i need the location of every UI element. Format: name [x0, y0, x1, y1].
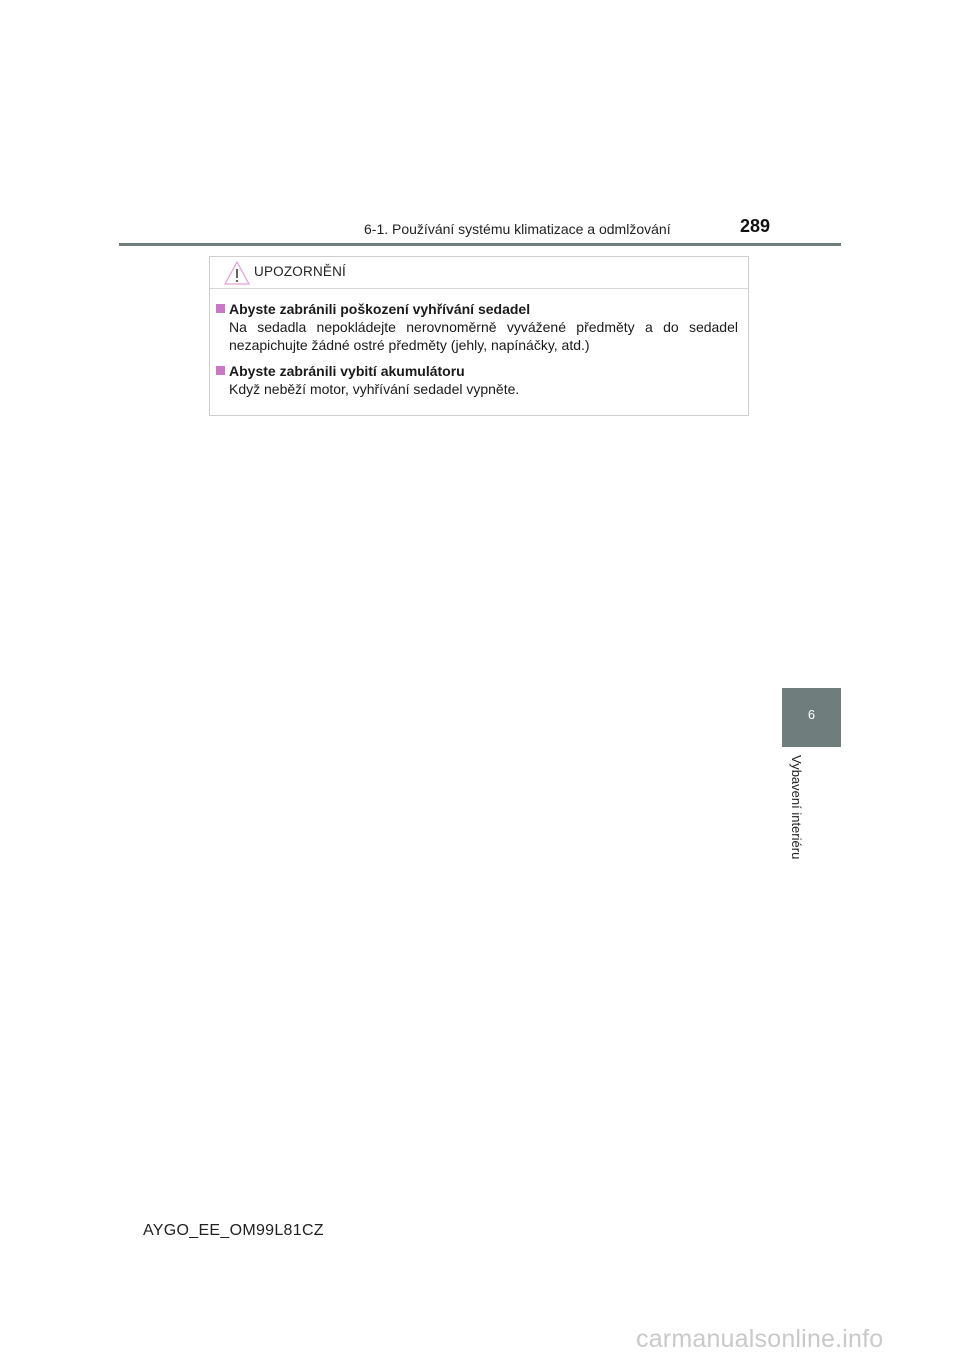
- warning-triangle-icon: [224, 261, 250, 285]
- chapter-number: 6: [807, 707, 816, 722]
- caution-box: [209, 256, 749, 416]
- section-title: 6-1. Používání systému klimatizace a odmlžování: [364, 221, 671, 237]
- caution-item: [216, 300, 738, 354]
- square-bullet-icon: [216, 304, 225, 313]
- caution-item-heading: [216, 362, 738, 380]
- document-code: AYGO_EE_OM99L81CZ: [143, 1222, 324, 1239]
- caution-item-heading: [216, 300, 738, 318]
- chapter-tab: [782, 688, 841, 747]
- square-bullet-icon: [216, 366, 225, 375]
- page-number: 289: [740, 216, 771, 236]
- chapter-label: Vybavení interiéru: [789, 755, 804, 860]
- caution-item-heading-text: Abyste zabránili vybití akumulátoru: [229, 363, 465, 379]
- header-divider: [119, 243, 841, 246]
- caution-item: [216, 362, 738, 398]
- caution-item-body: Na sedadla nepokládejte nerovnoměrně vyvážené předměty a do sedadel nezapichujte žádné ostré předměty (jehly, napínáčky, atd.): [229, 319, 738, 353]
- caution-title: UPOZORNĚNÍ: [254, 264, 347, 279]
- watermark: carmanualsonline.info: [636, 1325, 884, 1353]
- caution-item-heading-text: Abyste zabránili poškození vyhřívání sedadel: [229, 301, 531, 317]
- caution-item-body: Když neběží motor, vyhřívání sedadel vypněte.: [229, 381, 520, 397]
- caution-header: [210, 257, 748, 289]
